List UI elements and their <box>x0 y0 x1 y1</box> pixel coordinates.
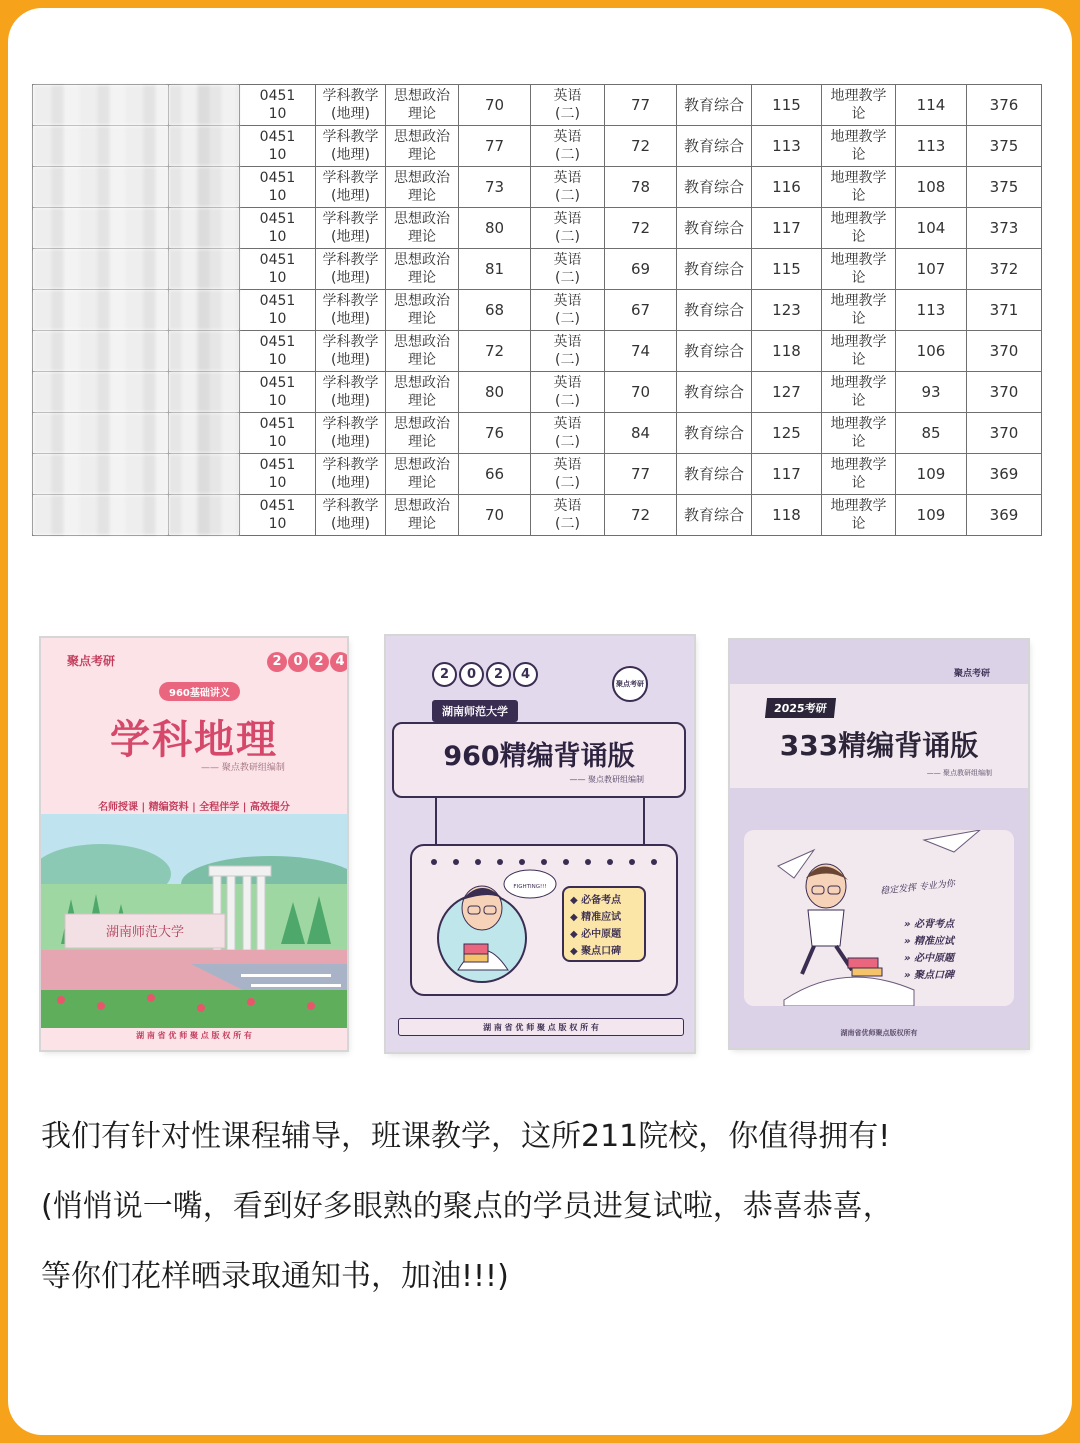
card-frame <box>8 8 1072 1435</box>
book-slogan: 稳定发挥 专业为你 <box>879 879 956 897</box>
cell-eng: 英语 (二) <box>531 331 605 372</box>
cell-pol: 思想政治 理论 <box>386 290 459 331</box>
cell-code: 0451 10 <box>240 331 316 372</box>
cell-cat: 学科教学 (地理) <box>316 167 386 208</box>
cell-pol: 思想政治 理论 <box>386 495 459 536</box>
redacted-cell <box>169 331 240 372</box>
cell-code: 0451 10 <box>240 495 316 536</box>
cell-geo-score: 93 <box>896 372 967 413</box>
redacted-cell <box>169 85 240 126</box>
year-badge: 2 0 2 4 <box>267 652 347 672</box>
cell-pol: 思想政治 理论 <box>386 413 459 454</box>
cell-pol-score: 80 <box>459 208 531 249</box>
table-row <box>33 413 1042 454</box>
title-band <box>730 684 1028 788</box>
table-row <box>33 208 1042 249</box>
cell-edu: 教育综合 <box>677 249 752 290</box>
cell-code: 0451 10 <box>240 208 316 249</box>
book-cover-960 <box>386 636 694 1052</box>
cell-geo: 地理教学 论 <box>822 208 896 249</box>
cell-total: 375 <box>967 167 1042 208</box>
book-credit: —— 聚点教研组编制 <box>569 775 644 784</box>
cell-total: 375 <box>967 126 1042 167</box>
cell-pol-score: 80 <box>459 372 531 413</box>
table-row <box>33 331 1042 372</box>
cell-total: 369 <box>967 495 1042 536</box>
cell-eng-score: 69 <box>605 249 677 290</box>
cell-eng-score: 72 <box>605 208 677 249</box>
cell-eng-score: 84 <box>605 413 677 454</box>
cell-geo-score: 113 <box>896 126 967 167</box>
cell-edu: 教育综合 <box>677 208 752 249</box>
cell-cat: 学科教学 (地理) <box>316 495 386 536</box>
cell-eng: 英语 (二) <box>531 372 605 413</box>
cell-pol-score: 70 <box>459 85 531 126</box>
redacted-cell <box>33 126 169 167</box>
cell-eng-score: 67 <box>605 290 677 331</box>
cell-geo: 地理教学 论 <box>822 372 896 413</box>
cell-pol: 思想政治 理论 <box>386 249 459 290</box>
cell-edu: 教育综合 <box>677 454 752 495</box>
speech-bubble: FIGHTING!!! <box>513 884 547 890</box>
selling-points: ◆ 必备考点 ◆ 精准应试 ◆ 必中原题 ◆ 聚点口碑 <box>562 886 646 962</box>
cell-eng-score: 74 <box>605 331 677 372</box>
cell-pol-score: 73 <box>459 167 531 208</box>
cell-eng: 英语 (二) <box>531 249 605 290</box>
book-footer: 湖南省优师聚点版权所有 <box>840 1029 918 1037</box>
campus-sign: 湖南师范大学 <box>105 925 185 940</box>
cell-pol: 思想政治 理论 <box>386 208 459 249</box>
cell-edu-score: 127 <box>752 372 822 413</box>
cell-edu: 教育综合 <box>677 372 752 413</box>
selling-points: » 必背考点 » 精准应试 » 必中原题 » 聚点口碑 <box>904 919 954 981</box>
book-tag: 960基础讲义 <box>159 682 240 701</box>
table-row <box>33 249 1042 290</box>
cell-total: 371 <box>967 290 1042 331</box>
book-cover-333 <box>730 640 1028 1048</box>
redacted-cell <box>169 126 240 167</box>
cell-geo-score: 109 <box>896 454 967 495</box>
cell-pol-score: 81 <box>459 249 531 290</box>
cell-total: 369 <box>967 454 1042 495</box>
year-badge: 2 0 2 4 <box>432 662 538 687</box>
cell-pol-score: 66 <box>459 454 531 495</box>
redacted-cell <box>33 167 169 208</box>
cell-code: 0451 10 <box>240 413 316 454</box>
character-board <box>410 844 678 996</box>
cell-total: 372 <box>967 249 1042 290</box>
cell-edu-score: 118 <box>752 331 822 372</box>
book-title: 960精编背诵版 <box>443 741 635 772</box>
redacted-cell <box>169 290 240 331</box>
redacted-cell <box>33 208 169 249</box>
cell-eng: 英语 (二) <box>531 495 605 536</box>
cell-cat: 学科教学 (地理) <box>316 85 386 126</box>
caption-line-3: 等你们花样晒录取通知书，加油!!!) <box>41 1259 509 1294</box>
cell-geo-score: 85 <box>896 413 967 454</box>
table-row <box>33 372 1042 413</box>
book-credit: —— 聚点教研组编制 <box>201 763 285 773</box>
cell-pol-score: 77 <box>459 126 531 167</box>
cell-edu-score: 117 <box>752 454 822 495</box>
redacted-cell <box>169 208 240 249</box>
book-tag: 2025考研 <box>765 698 836 718</box>
cell-code: 0451 10 <box>240 290 316 331</box>
redacted-cell <box>33 413 169 454</box>
cell-code: 0451 10 <box>240 167 316 208</box>
cell-geo: 地理教学 论 <box>822 249 896 290</box>
caption-line-2: (悄悄说一嘴，看到好多眼熟的聚点的学员进复试啦，恭喜恭喜， <box>41 1189 893 1224</box>
cell-geo: 地理教学 论 <box>822 167 896 208</box>
cell-eng: 英语 (二) <box>531 290 605 331</box>
redacted-cell <box>169 413 240 454</box>
table-row <box>33 495 1042 536</box>
cell-edu-score: 116 <box>752 167 822 208</box>
cell-edu: 教育综合 <box>677 126 752 167</box>
cell-geo: 地理教学 论 <box>822 413 896 454</box>
cell-edu: 教育综合 <box>677 85 752 126</box>
cell-eng: 英语 (二) <box>531 208 605 249</box>
cell-code: 0451 10 <box>240 372 316 413</box>
redacted-cell <box>33 249 169 290</box>
book-title: 学科地理 <box>110 716 278 763</box>
cell-edu: 教育综合 <box>677 167 752 208</box>
cell-edu: 教育综合 <box>677 331 752 372</box>
cell-pol-score: 72 <box>459 331 531 372</box>
table-row <box>33 454 1042 495</box>
cell-cat: 学科教学 (地理) <box>316 249 386 290</box>
cell-eng: 英语 (二) <box>531 413 605 454</box>
cell-cat: 学科教学 (地理) <box>316 413 386 454</box>
cell-edu-score: 118 <box>752 495 822 536</box>
campus-illustration <box>41 814 347 1028</box>
redacted-cell <box>33 372 169 413</box>
cell-eng-score: 77 <box>605 454 677 495</box>
cell-geo: 地理教学 论 <box>822 331 896 372</box>
character-board <box>744 830 1014 1006</box>
cell-geo-score: 109 <box>896 495 967 536</box>
cell-eng: 英语 (二) <box>531 167 605 208</box>
cell-eng: 英语 (二) <box>531 85 605 126</box>
book-title: 333精编背诵版 <box>779 729 979 762</box>
cell-edu-score: 125 <box>752 413 822 454</box>
caption-line-1: 我们有针对性课程辅导，班课教学，这所211院校，你值得拥有! <box>41 1119 891 1154</box>
cell-edu-score: 117 <box>752 208 822 249</box>
cell-eng: 英语 (二) <box>531 454 605 495</box>
redacted-cell <box>169 249 240 290</box>
cell-cat: 学科教学 (地理) <box>316 454 386 495</box>
cell-code: 0451 10 <box>240 126 316 167</box>
book-features: 名师授课 | 精编资料 | 全程伴学 | 高效提分 <box>98 802 290 813</box>
cell-code: 0451 10 <box>240 454 316 495</box>
cell-edu-score: 115 <box>752 85 822 126</box>
redacted-cell <box>33 290 169 331</box>
cell-eng-score: 77 <box>605 85 677 126</box>
cell-geo-score: 108 <box>896 167 967 208</box>
cell-pol-score: 76 <box>459 413 531 454</box>
cell-eng: 英语 (二) <box>531 126 605 167</box>
brand-logo: 聚点考研 <box>612 666 648 702</box>
cell-code: 0451 10 <box>240 85 316 126</box>
cell-geo-score: 113 <box>896 290 967 331</box>
brand-logo: 聚点考研 <box>954 669 991 679</box>
caption-text <box>41 1102 1041 1312</box>
cell-pol: 思想政治 理论 <box>386 85 459 126</box>
book-footer: 湖 南 省 优 师 聚 点 版 权 所 有 <box>136 1031 252 1040</box>
cell-pol: 思想政治 理论 <box>386 372 459 413</box>
book-cover-subject-geography <box>41 638 347 1050</box>
cell-total: 370 <box>967 331 1042 372</box>
cell-geo-score: 114 <box>896 85 967 126</box>
university-label: 湖南师范大学 <box>432 700 518 722</box>
cell-cat: 学科教学 (地理) <box>316 331 386 372</box>
redacted-cell <box>169 372 240 413</box>
cell-pol-score: 68 <box>459 290 531 331</box>
cell-total: 376 <box>967 85 1042 126</box>
redacted-cell <box>169 454 240 495</box>
cell-geo-score: 107 <box>896 249 967 290</box>
cell-edu-score: 115 <box>752 249 822 290</box>
cell-geo-score: 106 <box>896 331 967 372</box>
cell-cat: 学科教学 (地理) <box>316 290 386 331</box>
table-row <box>33 167 1042 208</box>
redacted-cell <box>169 495 240 536</box>
title-card <box>392 722 686 798</box>
cell-geo: 地理教学 论 <box>822 454 896 495</box>
cell-pol-score: 70 <box>459 495 531 536</box>
table-row <box>33 126 1042 167</box>
score-table <box>32 84 1042 536</box>
brand-logo: 聚点考研 <box>67 654 116 668</box>
cell-eng-score: 78 <box>605 167 677 208</box>
redacted-cell <box>169 167 240 208</box>
cell-pol: 思想政治 理论 <box>386 126 459 167</box>
cell-pol: 思想政治 理论 <box>386 331 459 372</box>
cell-pol: 思想政治 理论 <box>386 167 459 208</box>
cell-total: 370 <box>967 413 1042 454</box>
character-illustration <box>744 830 1014 1006</box>
cell-geo-score: 104 <box>896 208 967 249</box>
cell-cat: 学科教学 (地理) <box>316 126 386 167</box>
cell-pol: 思想政治 理论 <box>386 454 459 495</box>
cell-cat: 学科教学 (地理) <box>316 372 386 413</box>
cell-geo: 地理教学 论 <box>822 290 896 331</box>
score-table-body <box>33 85 1042 536</box>
cell-edu-score: 113 <box>752 126 822 167</box>
table-row <box>33 85 1042 126</box>
redacted-cell <box>33 495 169 536</box>
cell-geo: 地理教学 论 <box>822 85 896 126</box>
redacted-cell <box>33 85 169 126</box>
cell-edu: 教育综合 <box>677 495 752 536</box>
cell-edu: 教育综合 <box>677 413 752 454</box>
book-credit: —— 聚点教研组编制 <box>926 769 992 777</box>
cell-eng-score: 72 <box>605 126 677 167</box>
cell-edu: 教育综合 <box>677 290 752 331</box>
cell-code: 0451 10 <box>240 249 316 290</box>
cell-edu-score: 123 <box>752 290 822 331</box>
cell-geo: 地理教学 论 <box>822 495 896 536</box>
cell-geo: 地理教学 论 <box>822 126 896 167</box>
redacted-cell <box>33 331 169 372</box>
cell-total: 370 <box>967 372 1042 413</box>
cell-eng-score: 72 <box>605 495 677 536</box>
cell-eng-score: 70 <box>605 372 677 413</box>
cell-cat: 学科教学 (地理) <box>316 208 386 249</box>
table-row <box>33 290 1042 331</box>
book-footer: 湖 南 省 优 师 聚 点 版 权 所 有 <box>398 1018 684 1036</box>
redacted-cell <box>33 454 169 495</box>
cell-total: 373 <box>967 208 1042 249</box>
